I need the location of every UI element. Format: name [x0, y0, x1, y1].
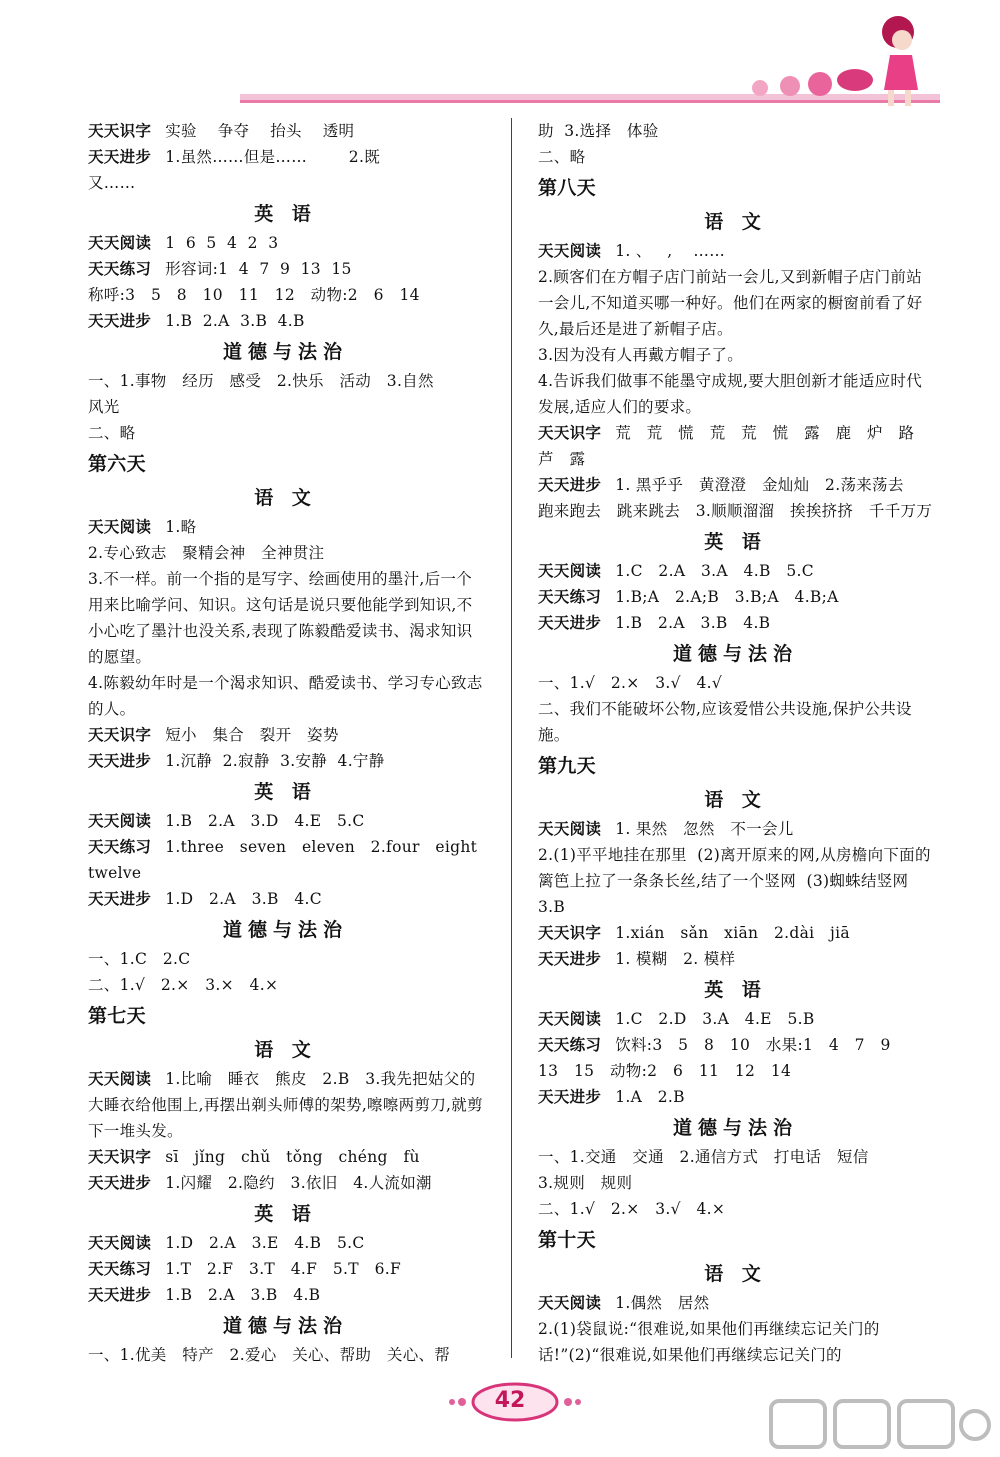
section-label: 天天阅读 [88, 1070, 152, 1088]
answer-text: 二、1.√ 2.× 3.× 4.× [88, 976, 279, 994]
answer-text: 1.略 [165, 518, 197, 536]
answer-text: 1. 黑乎乎 黄澄澄 金灿灿 2.荡来荡去 跑来跑去 跳来跳去 3.顺顺溜溜 挨挨挤挤 千千万万 [538, 476, 933, 520]
answer-text: 一、1.交通 交通 2.通信方式 打电话 短信 [538, 1148, 869, 1166]
answer-text: 2.(1)平平地挂在那里 (2)离开原来的网,从房檐向下面的篱笆上拉了一条条长丝,结了一个竖网 (3)蜘蛛结竖网 3.B [538, 846, 931, 916]
subject-heading: 道德与法治 [672, 1117, 798, 1139]
answer-row [538, 584, 933, 610]
subject-heading: 英 语 [254, 1203, 317, 1225]
answer-text: 4.陈毅幼年时是一个渴求知识、酷爱读书、学习专心致志的人。 [88, 674, 483, 718]
day-heading: 第十天 [538, 1229, 596, 1251]
answer-row [88, 118, 483, 144]
answer-row [88, 886, 483, 912]
page-number: 42 [494, 1388, 526, 1413]
watermark-logo [765, 1395, 995, 1455]
answer-text: 1.B 2.A 3.D 4.E 5.C [165, 812, 365, 830]
section-label: 天天识字 [88, 1148, 152, 1166]
answer-text: 3.规则 规则 [538, 1174, 633, 1192]
answer-text: 二、略 [88, 424, 136, 442]
answer-text: 1.three seven eleven 2.four eight [165, 838, 478, 856]
pink-dotted-banner [240, 69, 940, 103]
subject-heading: 道德与法治 [672, 643, 798, 665]
answer-text: 1.B 2.A 3.B 4.B [165, 1286, 321, 1304]
answer-text: 一、1.事物 经历 感受 2.快乐 活动 3.自然 [88, 372, 434, 390]
answer-text: 饮料:3 5 8 10 水果:1 4 7 9 [615, 1036, 891, 1054]
section-label: 天天进步 [538, 950, 602, 968]
subject-heading: 语 文 [704, 211, 767, 233]
header-decoration [0, 0, 1000, 120]
left-column [88, 118, 483, 1368]
answer-text: 3.因为没有人再戴方帽子了。 [538, 346, 743, 364]
section-label: 天天练习 [88, 838, 152, 856]
answer-row [538, 946, 933, 972]
subject-heading: 道德与法治 [222, 919, 348, 941]
answer-text: 1.沉静 2.寂静 3.安静 4.宁静 [165, 752, 385, 770]
subject-heading: 道德与法治 [222, 341, 348, 363]
answer-text: 1.T 2.F 3.T 4.F 5.T 6.F [165, 1260, 402, 1278]
answer-text: 一、1.C 2.C [88, 950, 191, 968]
answer-row [538, 420, 933, 472]
answer-row [538, 1032, 933, 1058]
section-label: 天天进步 [88, 312, 152, 330]
answer-text: 二、1.√ 2.× 3.√ 4.× [538, 1200, 726, 1218]
subject-heading: 英 语 [254, 203, 317, 225]
section-label: 天天练习 [88, 1260, 152, 1278]
subject-heading: 语 文 [704, 789, 767, 811]
answer-text: twelve [88, 864, 142, 882]
section-label: 天天进步 [88, 1174, 152, 1192]
answer-text: 荒 荒 慌 荒 荒 慌 露 鹿 炉 路 芦 露 [538, 424, 931, 468]
section-label: 天天阅读 [538, 242, 602, 260]
answer-row [88, 514, 483, 540]
day-heading: 第九天 [538, 755, 596, 777]
answer-row [538, 1006, 933, 1032]
answer-row [88, 1256, 483, 1282]
answer-text: 1 6 5 4 2 3 [165, 234, 279, 252]
answer-text: 形容词:1 4 7 9 13 15 [165, 260, 352, 278]
answer-text: sī jǐng chǔ tǒng chéng fù [165, 1148, 420, 1166]
answer-text: 1.C 2.D 3.A 4.E 5.B [615, 1010, 815, 1028]
subject-heading: 道德与法治 [222, 1315, 348, 1337]
section-label: 天天识字 [538, 424, 602, 442]
right-column [538, 118, 933, 1368]
answer-text: 1.D 2.A 3.B 4.C [165, 890, 322, 908]
section-label: 天天练习 [538, 1036, 602, 1054]
section-label: 天天阅读 [88, 518, 152, 536]
answer-text: 二、略 [538, 148, 586, 166]
answer-text: 1.B;A 2.A;B 3.B;A 4.B;A [615, 588, 839, 606]
answer-text: 2.专心致志 聚精会神 全神贯注 [88, 544, 325, 562]
section-label: 天天进步 [88, 1286, 152, 1304]
section-label: 天天进步 [538, 476, 602, 494]
section-label: 天天阅读 [538, 562, 602, 580]
section-label: 天天进步 [538, 1088, 602, 1106]
answer-text: 称呼:3 5 8 10 11 12 动物:2 6 14 [88, 286, 420, 304]
answer-text: 1.比喻 睡衣 熊皮 2.B 3.我先把姑父的大睡衣给他围上,再摆出剃头师傅的架势,嚓嚓两剪刀,就剪下一堆头发。 [88, 1070, 483, 1140]
subject-heading: 英 语 [254, 781, 317, 803]
answer-text: 1.B 2.A 3.B 4.B [615, 614, 771, 632]
answer-row [88, 1144, 483, 1170]
answer-row [88, 1282, 483, 1308]
answer-text: 1.B 2.A 3.B 4.B [165, 312, 305, 330]
answer-row [538, 816, 933, 842]
column-divider [511, 118, 512, 1358]
section-label: 天天阅读 [88, 1234, 152, 1252]
answer-text: 1.C 2.A 3.A 4.B 5.C [615, 562, 814, 580]
answer-row [538, 610, 933, 636]
section-label: 天天阅读 [538, 1010, 602, 1028]
answer-text: 实验 争夺 抬头 透明 [165, 122, 355, 140]
section-label: 天天阅读 [538, 1294, 602, 1312]
answer-row [538, 1290, 933, 1316]
answer-text: 2.顾客们在方帽子店门前站一会儿,又到新帽子店门前站一会儿,不知道买哪一种好。他们在两家的橱窗前看了好久,最后还是进了新帽子店。 [538, 268, 923, 338]
answer-text: 短小 集合 裂开 姿势 [165, 726, 339, 744]
answer-row [88, 1230, 483, 1256]
answer-row [538, 472, 933, 524]
subject-heading: 英 语 [704, 531, 767, 553]
answer-row [88, 144, 483, 170]
section-label: 天天阅读 [88, 812, 152, 830]
section-label: 天天练习 [88, 260, 152, 278]
section-label: 天天进步 [88, 752, 152, 770]
section-label: 天天识字 [88, 122, 152, 140]
answer-text: 二、我们不能破坏公物,应该爱惜公共设施,保护公共设施。 [538, 700, 912, 744]
answer-text: 一、1.优美 特产 2.爱心 关心、帮助 关心、帮 [88, 1346, 451, 1364]
answer-row [88, 230, 483, 256]
answer-row [538, 238, 933, 264]
answer-row [88, 808, 483, 834]
day-heading: 第六天 [88, 453, 146, 475]
answer-row [88, 1170, 483, 1196]
section-label: 天天识字 [88, 726, 152, 744]
answer-text: 1. 果然 忽然 不一会儿 [615, 820, 794, 838]
answer-text: 一、1.√ 2.× 3.√ 4.√ [538, 674, 723, 692]
girl-figure-icon [882, 16, 918, 106]
section-label: 天天识字 [538, 924, 602, 942]
section-label: 天天进步 [88, 148, 152, 166]
subject-heading: 语 文 [704, 1263, 767, 1285]
section-label: 天天练习 [538, 588, 602, 606]
answer-row [88, 834, 483, 860]
answer-text: 助 3.选择 体验 [538, 122, 659, 140]
answer-text: 1.偶然 居然 [615, 1294, 710, 1312]
subject-heading: 英 语 [704, 979, 767, 1001]
subject-heading: 语 文 [254, 1039, 317, 1061]
answer-text: 13 15 动物:2 6 11 12 14 [538, 1062, 792, 1080]
section-label: 天天进步 [538, 614, 602, 632]
answer-text: 2.(1)袋鼠说:“很难说,如果他们再继续忘记关门的话!”(2)“很难说,如果他们再继续忘记关门的 [538, 1320, 880, 1364]
answer-row [88, 256, 483, 282]
answer-text: 1.xián sǎn xiān 2.dài jiā [615, 924, 850, 942]
answer-text: 风光 [88, 398, 120, 416]
answer-text: 1.D 2.A 3.E 4.B 5.C [165, 1234, 365, 1252]
answer-text: 4.告诉我们做事不能墨守成规,要大胆创新才能适应时代发展,适应人们的要求。 [538, 372, 923, 416]
answer-row [88, 722, 483, 748]
answer-text: 又…… [88, 174, 136, 192]
answer-row [538, 920, 933, 946]
answer-row [88, 308, 483, 334]
section-label: 天天阅读 [538, 820, 602, 838]
answer-row [88, 748, 483, 774]
day-heading: 第七天 [88, 1005, 146, 1027]
subject-heading: 语 文 [254, 487, 317, 509]
answer-text: 1. 、 , …… [615, 242, 726, 260]
answer-text: 1. 模糊 2. 模样 [615, 950, 736, 968]
answer-row [538, 1084, 933, 1110]
section-label: 天天进步 [88, 890, 152, 908]
day-heading: 第八天 [538, 177, 596, 199]
answer-text: 3.不一样。前一个指的是写字、绘画使用的墨汁,后一个用来比喻学问、知识。这句话是说只要他能学到知识,不小心吃了墨汁也没关系,表现了陈毅酷爱读书、渴求知识的愿望。 [88, 570, 473, 666]
answer-text: 1.闪耀 2.隐约 3.依旧 4.人流如潮 [165, 1174, 432, 1192]
answer-text: 1.虽然……但是…… 2.既 [165, 148, 380, 166]
answer-text: 1.A 2.B [615, 1088, 685, 1106]
section-label: 天天阅读 [88, 234, 152, 252]
answer-row [538, 558, 933, 584]
answer-row [88, 1066, 483, 1144]
